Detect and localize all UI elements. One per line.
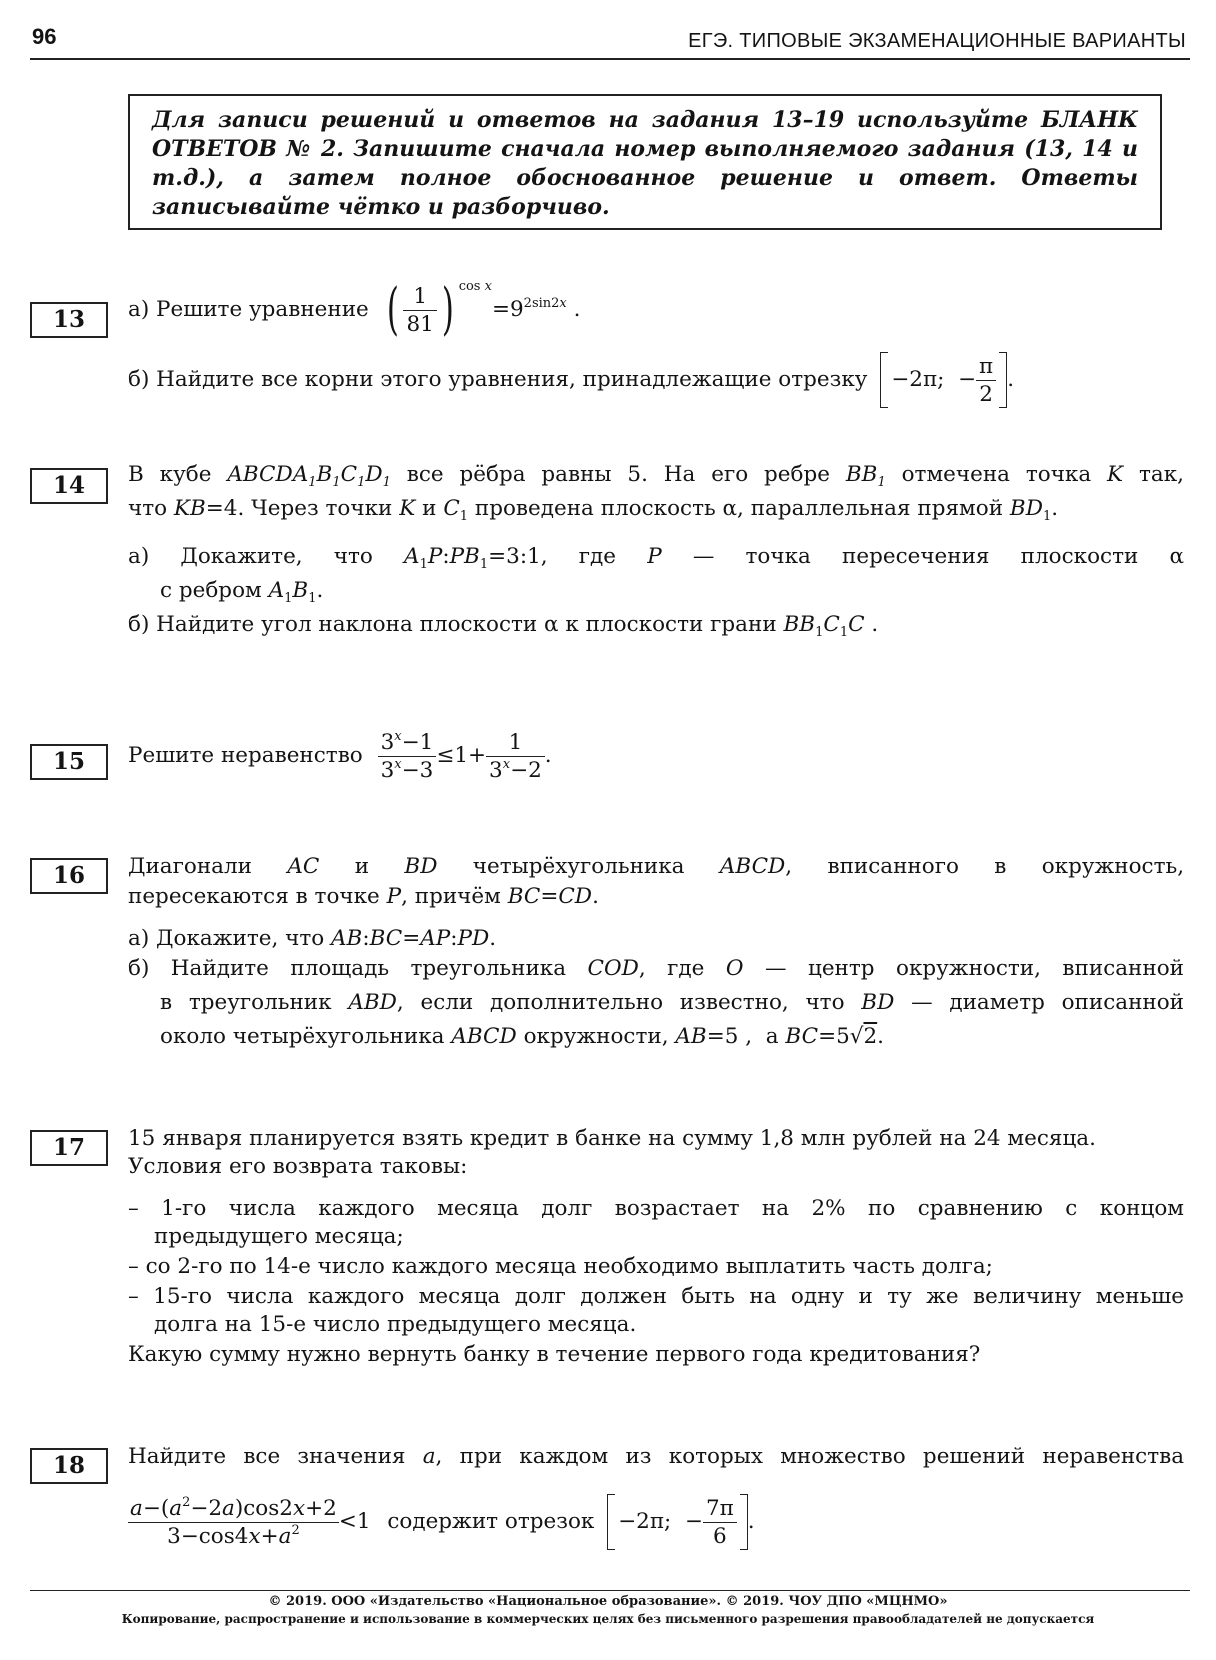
task-18-inequality-line bbox=[128, 1482, 755, 1562]
t18-text-2: при каждом из которых множество решений неравенства bbox=[459, 1444, 1185, 1469]
t16-b-text-9: а bbox=[765, 1024, 779, 1049]
t16-b-text-7: около четырёхугольника bbox=[160, 1024, 445, 1049]
t16-b-text-2: где bbox=[667, 956, 705, 981]
footer-copyright: © 2019. ООО «Издательство «Национальное образование». © 2019. ЧОУ ДПО «МЦНМО» bbox=[268, 1594, 948, 1609]
task-16-line-1: Диагонали AC и BD четырёхугольника ABCD, вписанного в окружность, bbox=[128, 854, 1185, 879]
task-14-part-a-line-1: а) Докажите, что $A_1P:PB_1=3:1$, где P — точка пересечения плоскости α bbox=[128, 544, 1184, 572]
t16-text-3: четырёхугольника bbox=[472, 854, 685, 879]
t14-a-text-4: с ребром bbox=[160, 578, 262, 603]
task-17-intro-2: Условия его возврата таковы: bbox=[128, 1154, 468, 1179]
header-rule bbox=[30, 58, 1190, 60]
task-14-line-2: что KB=4. Через точки K и $C_1$ проведена плоскость α, параллельная прямой $BD_1$. bbox=[128, 496, 1059, 524]
task-16-part-a: а) Докажите, что AB:BC=AP:PD. bbox=[128, 926, 497, 951]
task-17-intro-1: 15 января планируется взять кредит в банке на сумму 1,8 млн рублей на 24 месяца. bbox=[128, 1126, 1096, 1151]
task-14-part-b: б) Найдите угол наклона плоскости α к плоскости грани $BB_1C_1C$ . bbox=[128, 612, 879, 640]
task-13-b-label: б) Найдите все корни этого уравнения, принадлежащие отрезку bbox=[128, 367, 868, 392]
task-13-number: 13 bbox=[30, 302, 108, 338]
t16-text-4: вписанного в окружность, bbox=[827, 854, 1185, 879]
task-16-part-b-line-3: около четырёхугольника ABCD окружности, AB=5 , а BC=5√2. bbox=[160, 1024, 884, 1049]
task-17-condition-1b: предыдущего месяца; bbox=[154, 1224, 404, 1249]
task-16-number: 16 bbox=[30, 858, 108, 894]
t16-b-text-8: окружности, bbox=[523, 1024, 669, 1049]
t16-text-6: причём bbox=[414, 884, 501, 909]
t16-b-text-4: в треугольник bbox=[160, 990, 332, 1015]
task-15-inequality: $\frac{3^x-1}{3^x-3}$ ≤1+ $\frac{1}{3^x-2}$ . bbox=[378, 743, 552, 768]
task-16-line-2: пересекаются в точке P, причём BC=CD. bbox=[128, 884, 599, 909]
task-14-line-1: В кубе $ABCDA_1B_1C_1D_1$ все рёбра равны 5. На его ребре $BB_1$ отмечена точка K так, bbox=[128, 462, 1184, 490]
task-17-question: Какую сумму нужно вернуть банку в течение первого года кредитования? bbox=[128, 1342, 981, 1367]
task-13-interval: −2π; − $\frac{\pi}{2}$ . bbox=[880, 367, 1014, 392]
t16-b-text-5: если дополнительно известно, что bbox=[420, 990, 845, 1015]
task-14-part-a-line-2: с ребром $A_1B_1$. bbox=[160, 578, 324, 606]
task-13-equation: ( $\frac{1}{81}$ ) $^{cos x}=9^{2sin2x}$ . bbox=[386, 277, 581, 342]
t14-text-8: проведена плоскость α, параллельная прямой bbox=[474, 496, 1004, 521]
footer-notice: Копирование, распространение и использование в коммерческих целях без письменного разрешения правообладателей не допускается bbox=[121, 1612, 1095, 1626]
t16-b-text-6: — диаметр описанной bbox=[911, 990, 1185, 1015]
running-title: ЕГЭ. ТИПОВЫЕ ЭКЗАМЕНАЦИОННЫЕ ВАРИАНТЫ bbox=[688, 30, 1186, 52]
footer-rule bbox=[30, 1590, 1190, 1591]
task-17-number: 17 bbox=[30, 1130, 108, 1166]
instructions-box: Для записи решений и ответов на задания 13–19 используйте БЛАНК ОТВЕТОВ № 2. Запишите сначала номер выполняемого задания (13, 14 и т.д.), а затем полное обоснованное решение и ответ. Ответы записывайте чётко и разборчиво. bbox=[128, 94, 1162, 230]
task-18-interval: −2π; − $\frac{7\pi}{6}$ . bbox=[607, 1509, 754, 1534]
t14-text-7: и bbox=[422, 496, 437, 521]
t16-b-text-3: — центр окружности, вписанной bbox=[765, 956, 1184, 981]
t14-a-text-3: — точка пересечения плоскости α bbox=[692, 544, 1184, 569]
task-13-part-a bbox=[128, 277, 581, 342]
task-15-number: 15 bbox=[30, 744, 108, 780]
task-13-part-b bbox=[128, 350, 1014, 410]
task-18-number: 18 bbox=[30, 1448, 108, 1484]
t14-text-3: отмечена точка bbox=[901, 462, 1092, 487]
t14-text-2: все рёбра равны 5. На его ребре bbox=[406, 462, 830, 487]
task-17-condition-3b: долга на 15-е число предыдущего месяца. bbox=[154, 1312, 637, 1337]
t16-text-1: Диагонали bbox=[128, 854, 252, 879]
task-18-line-1: Найдите все значения a, при каждом из которых множество решений неравенства bbox=[128, 1444, 1185, 1469]
task-18-inequality: $\frac{a-(a^2-2a)\cos 2x+2}{3-\cos 4x+a^2}$ <1 bbox=[130, 1494, 378, 1549]
t18-text-1: Найдите все значения bbox=[128, 1444, 406, 1469]
task-16-part-b-line-1: б) Найдите площадь треугольника COD, где O — центр окружности, вписанной bbox=[128, 956, 1184, 981]
t14-text-1: В кубе bbox=[128, 462, 212, 487]
t14-a-text-2: где bbox=[578, 544, 617, 569]
t18-contains: содержит отрезок bbox=[387, 1509, 595, 1534]
t14-text-4: так, bbox=[1138, 462, 1184, 487]
t14-text-6: . Через точки bbox=[237, 496, 393, 521]
task-17-condition-3a: – 15-го числа каждого месяца долг должен быть на одну и ту же величину меньше bbox=[128, 1284, 1184, 1309]
t14-a-text-1: а) Докажите, что bbox=[128, 544, 373, 569]
t14-b-text-1: б) Найдите угол наклона плоскости α к плоскости грани bbox=[128, 612, 777, 637]
t16-b-text-1: б) Найдите площадь треугольника bbox=[128, 956, 567, 981]
t16-a-text-1: а) Докажите, что bbox=[128, 926, 325, 951]
t16-text-5: пересекаются в точке bbox=[128, 884, 380, 909]
task-14-number: 14 bbox=[30, 468, 108, 504]
task-17-condition-1a: – 1-го числа каждого месяца долг возрастает на 2% по сравнению с концом bbox=[128, 1196, 1184, 1221]
t14-text-5: что bbox=[128, 496, 168, 521]
task-17-condition-2: – со 2-го по 14-е число каждого месяца необходимо выплатить часть долга; bbox=[128, 1254, 993, 1279]
task-15-statement bbox=[128, 720, 552, 792]
task-13-a-label: а) Решите уравнение bbox=[128, 297, 369, 322]
page-number: 96 bbox=[32, 24, 57, 49]
task-15-label: Решите неравенство bbox=[128, 743, 363, 768]
t16-text-2: и bbox=[354, 854, 370, 879]
task-16-part-b-line-2: в треугольник ABD, если дополнительно известно, что BD — диаметр описанной bbox=[160, 990, 1185, 1015]
